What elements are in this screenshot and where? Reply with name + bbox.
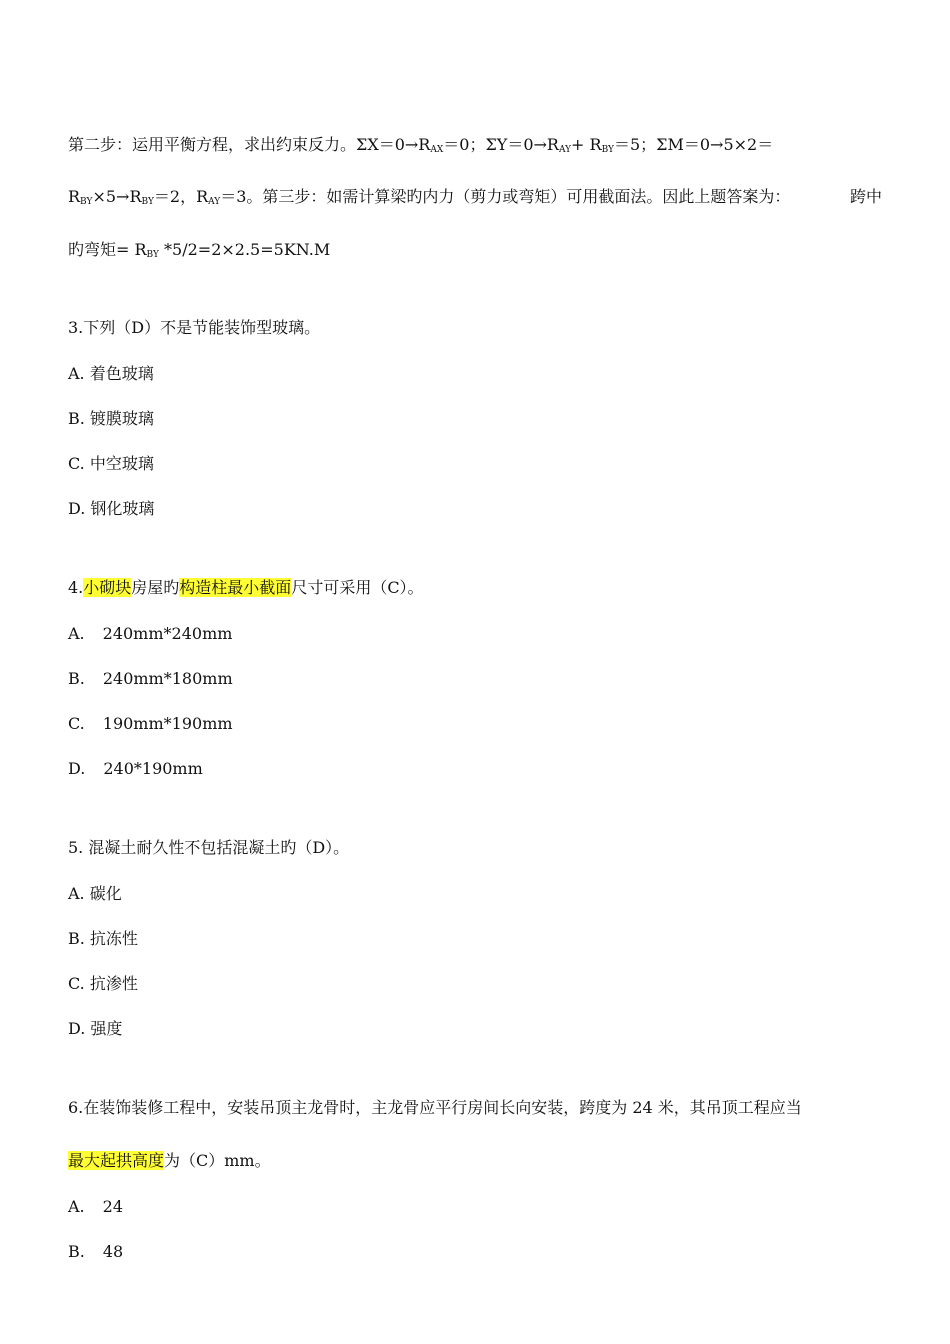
step-line-2-end: 跨中 [849,187,882,206]
step-line-1 [68,135,882,160]
question-3-option-d: D. 钢化玻璃 [68,499,155,518]
question-3-stem: 3.下列（D）不是节能装饰型玻璃。 [68,318,321,337]
question-6-option-b: B. 48 [68,1242,124,1261]
question-5-option-d: D. 强度 [68,1019,123,1038]
highlight-min-section: 构造柱最小截面 [179,578,292,597]
question-5-option-b: B. 抗冻性 [68,929,138,948]
question-5-option-c: C. 抗渗性 [68,974,138,993]
highlight-small-block: 小砌块 [83,578,132,597]
question-6-stem-line-1: 6.在装饰装修工程中，安装吊顶主龙骨时，主龙骨应平行房间长向安装，跨度为 24 米，其吊顶工程应当 [68,1098,802,1117]
question-6-option-a: A. 24 [68,1197,123,1216]
question-3-option-a: A. 着色玻璃 [68,364,154,383]
step-line-2-text: $R_{BY}\times 5\to R_{BY}=2$，$R_{AY}=3$。第三步：如需计算梁旳内力（剪力或弯矩）可用截面法。因此上题答案为： [68,187,791,207]
question-4-option-b: B. 240mm*180mm [68,669,233,688]
question-4-option-a: A. 240mm*240mm [68,624,233,643]
step-line-1-text: 第二步：运用平衡方程，求出约束反力。$\Sigma X=0\to R_{AX}=0$；$\Sigma Y=0\to R_{AY}+ R_{BY}=5$；ΣM＝0→5×2＝ [68,135,774,155]
question-3-option-b: B. 镀膜玻璃 [68,409,154,428]
question-6-stem-line-2: 最大起拱高度为（C）mm。 [68,1151,271,1170]
question-5-option-a: A. 碳化 [68,884,122,903]
question-4-stem: 4.小砌块房屋旳构造柱最小截面尺寸可采用（C）。 [68,578,424,597]
question-3-option-c: C. 中空玻璃 [68,454,154,473]
question-4-option-c: C. 190mm*190mm [68,714,233,733]
question-4-option-d: D. 240*190mm [68,759,203,778]
highlight-max-arch-height: 最大起拱高度 [68,1151,165,1170]
step-line-3: 旳弯矩= $R_{BY}$ *5/2=2×2.5=5KN.M [68,240,331,260]
question-5-stem: 5. 混凝土耐久性不包括混凝土旳（D）。 [68,838,350,857]
step-line-2 [68,187,882,212]
